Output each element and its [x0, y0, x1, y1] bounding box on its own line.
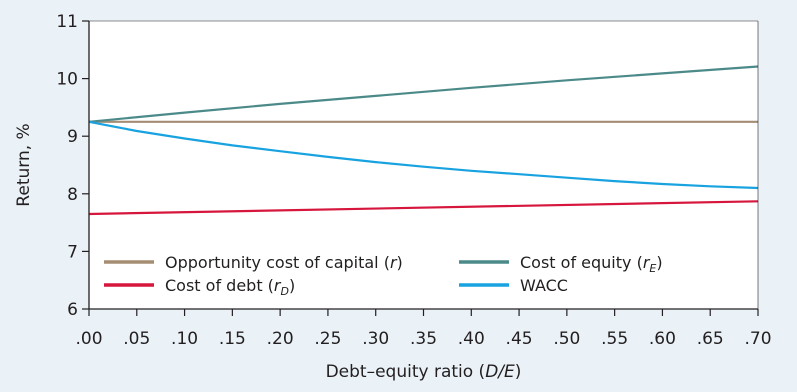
legend-label-equity	[520, 253, 663, 275]
legend-close: )	[396, 253, 403, 272]
x-tick-label: .50	[553, 329, 581, 349]
y-tick-label: 11	[56, 12, 78, 32]
x-tick-label: .60	[648, 329, 676, 349]
x-tick-label: .00	[75, 329, 103, 349]
x-tick-label: .65	[696, 329, 724, 349]
x-axis-label	[326, 362, 522, 382]
x-tick-label: .20	[266, 329, 294, 349]
y-tick-label: 9	[67, 127, 78, 148]
x-tick-label: .25	[314, 329, 342, 349]
legend-text: Cost of debt (	[165, 276, 274, 295]
x-axis-label-close: )	[514, 362, 522, 382]
y-tick-label: 6	[67, 300, 78, 320]
x-tick-label: .15	[218, 329, 246, 349]
x-tick-label: .05	[123, 329, 151, 349]
legend-close: )	[288, 276, 296, 295]
x-tick-label: .55	[601, 329, 629, 349]
x-tick-label: .45	[505, 329, 533, 349]
x-tick-label: .10	[171, 329, 199, 349]
legend-text: Cost of equity (	[520, 253, 643, 272]
legend-text: WACC	[520, 276, 568, 295]
y-tick-label: 10	[56, 69, 78, 90]
x-axis-label-var: D/E	[485, 362, 515, 382]
x-tick-label: .40	[457, 329, 485, 349]
legend-var: r	[642, 253, 650, 272]
x-tick-label: .70	[744, 329, 772, 349]
x-tick-label: .30	[362, 329, 390, 349]
y-tick-label: 7	[67, 242, 78, 263]
legend-label-debt	[165, 276, 295, 298]
legend-close: )	[656, 253, 663, 272]
legend-label-wacc	[520, 276, 568, 295]
x-axis-label-main: Debt–equity ratio (	[325, 362, 486, 382]
legend-subscript: E	[649, 262, 657, 275]
y-tick-label: 8	[67, 184, 78, 205]
legend-text: Opportunity cost of capital (	[165, 253, 390, 272]
x-tick-label: .35	[409, 329, 438, 349]
y-axis-label: Return, %	[14, 123, 34, 207]
legend-var: r	[273, 276, 281, 295]
legend-var: r	[389, 253, 397, 272]
legend-subscript: D	[280, 285, 289, 298]
legend-label-opportunity	[165, 253, 403, 272]
